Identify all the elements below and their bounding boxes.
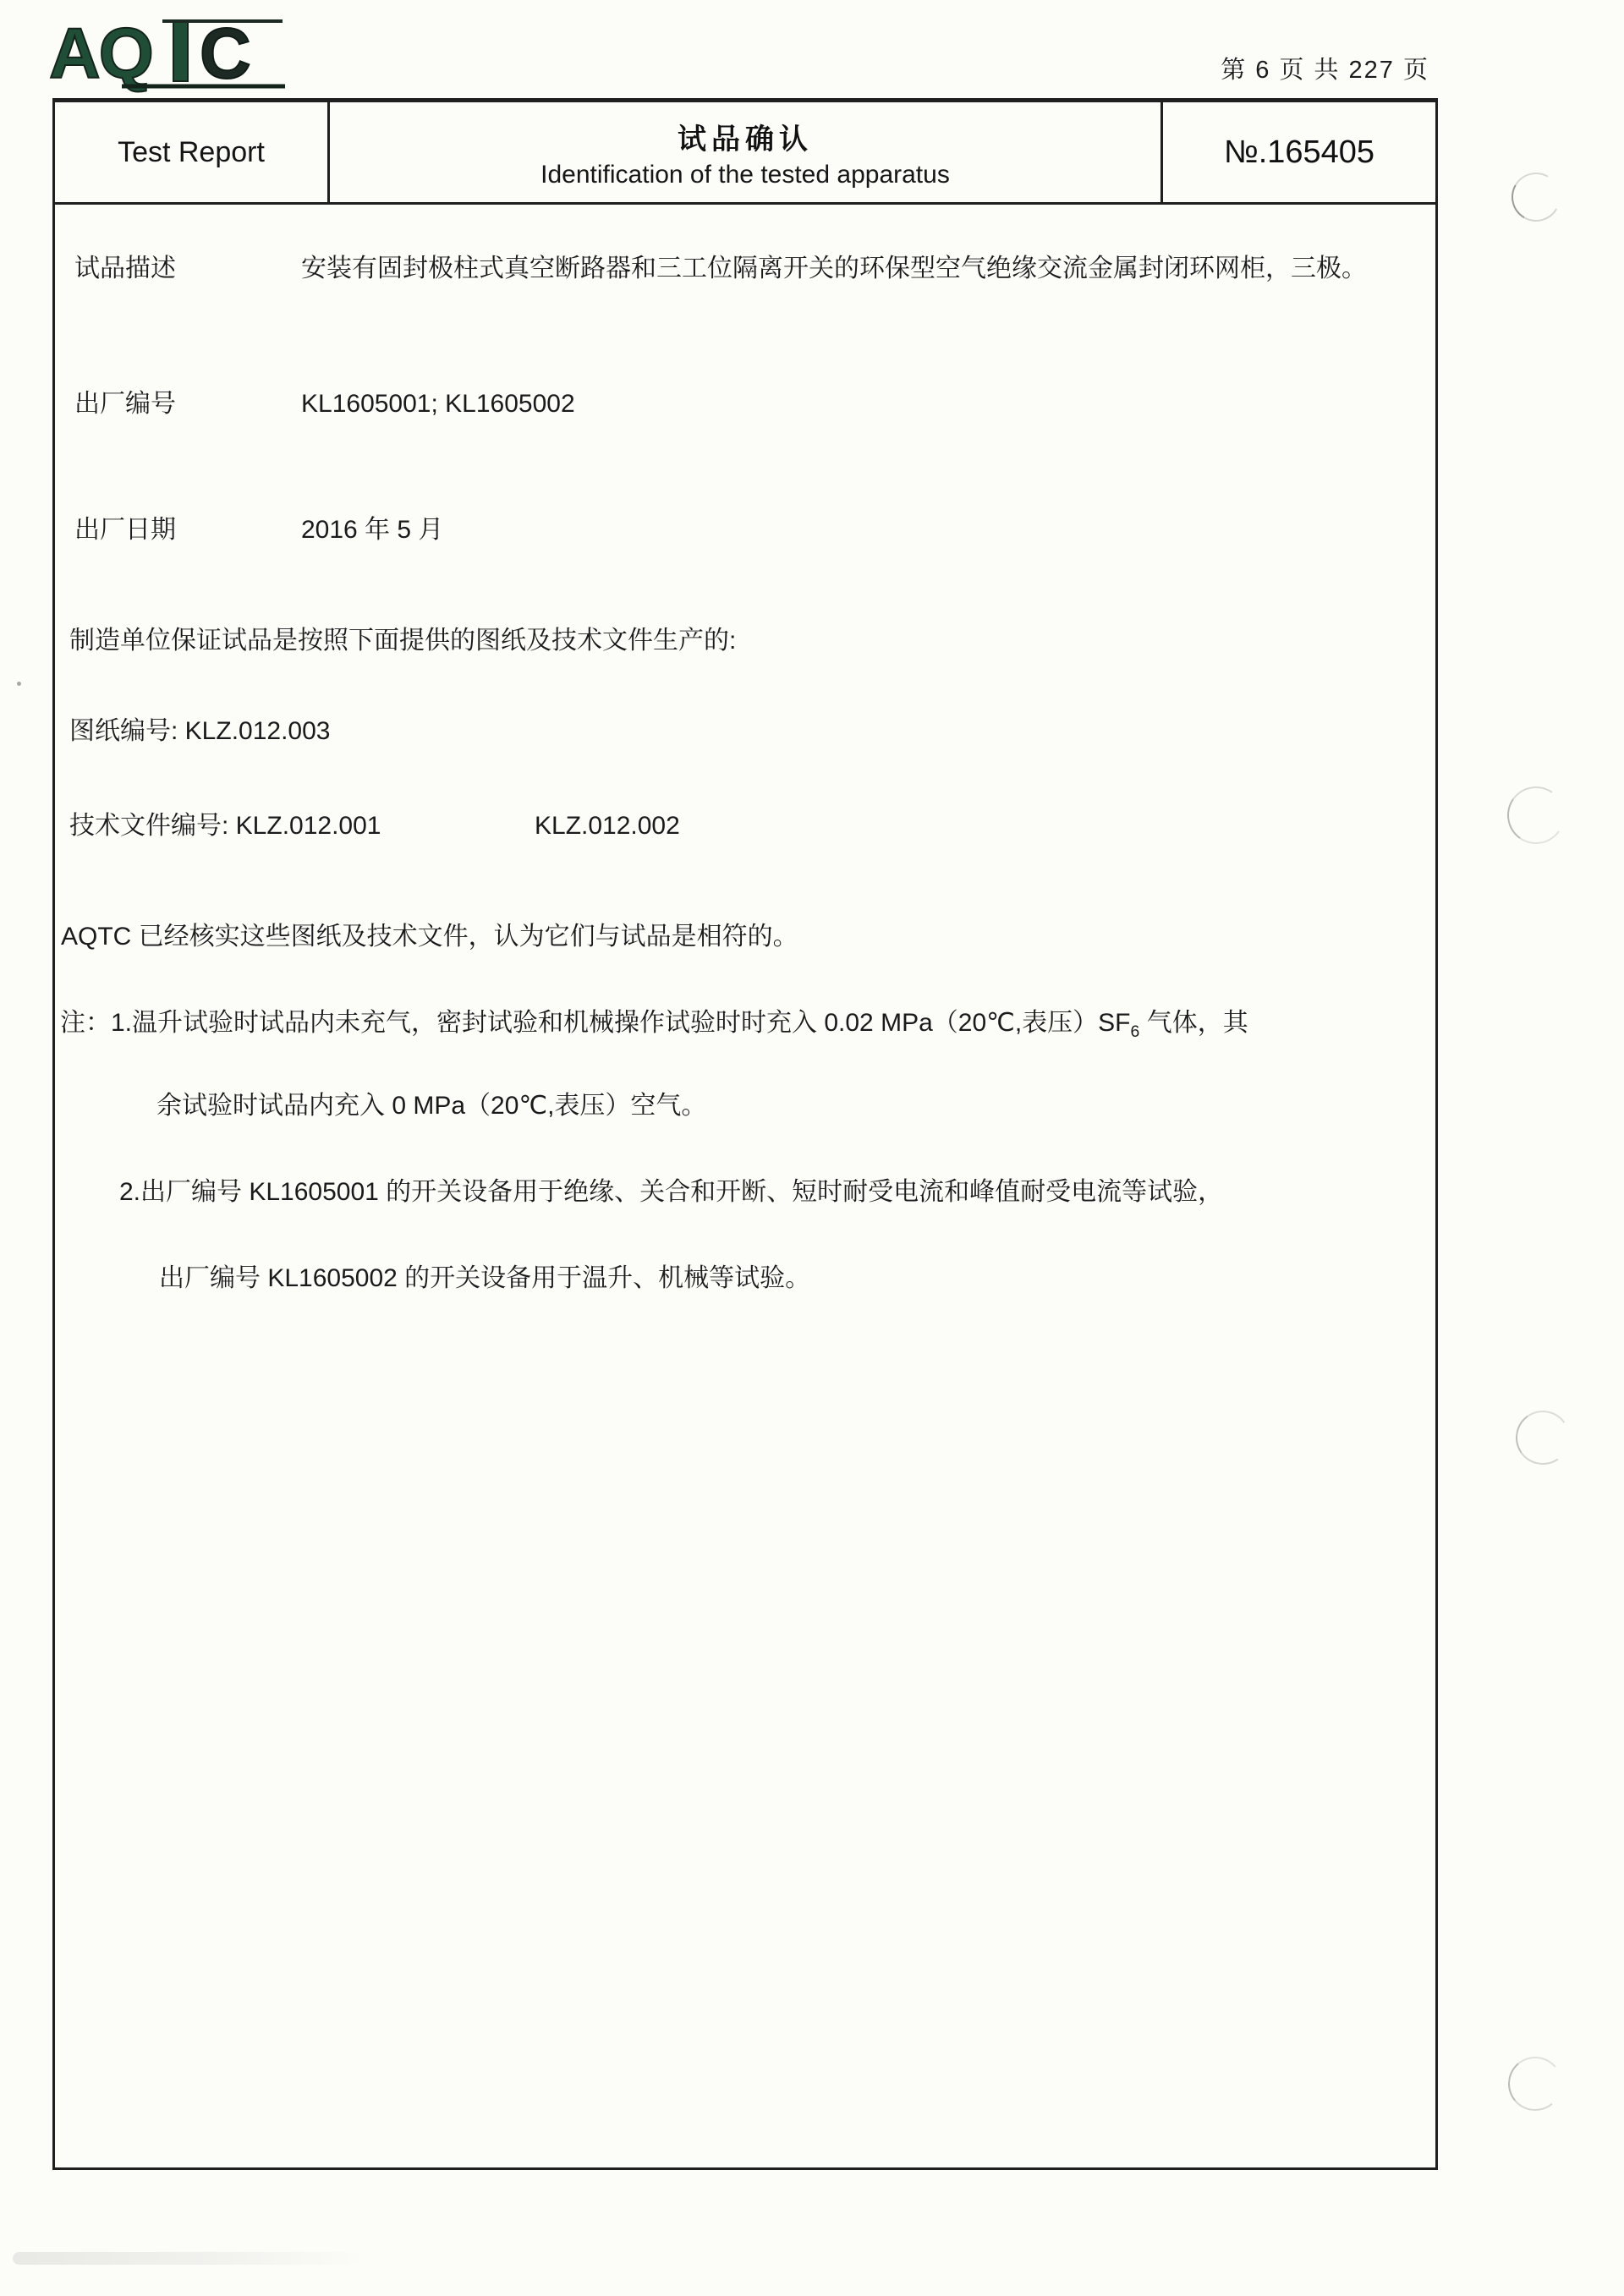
binder-hole-mark	[1503, 782, 1570, 849]
sf6-subscript: 6	[1130, 1022, 1140, 1041]
scan-smudge	[13, 2252, 368, 2265]
scan-speck	[17, 682, 21, 686]
field-value-serial-no: KL1605001; KL1605002	[301, 390, 575, 418]
field-value-manufacture-date: 2016 年 5 月	[301, 516, 444, 544]
aqtc-logo	[44, 12, 289, 93]
page-number: 第 6 页 共 227 页	[1221, 57, 1429, 84]
binder-hole-mark	[1506, 167, 1566, 227]
test-report-label: Test Report	[118, 135, 265, 168]
report-frame	[52, 98, 1438, 2170]
statement-tech-doc-first: 技术文件编号: KLZ.012.001	[69, 812, 381, 840]
header-report-number: №.165405	[1223, 134, 1375, 170]
field-label-serial-no: 出厂编号	[74, 390, 176, 418]
field-value-description: 安装有固封极柱式真空断路器和三工位隔离开关的环保型空气绝缘交流金属封闭环网柜，三极。	[301, 255, 1367, 282]
note-line-4: 出厂编号 KL1605002 的开关设备用于温升、机械等试验。	[159, 1264, 811, 1292]
note-line-3: 2.出厂编号 KL1605001 的开关设备用于绝缘、关合和开断、短时耐受电流和峰值耐受电流等试验，	[119, 1178, 1224, 1206]
field-label-manufacture-date: 出厂日期	[74, 516, 176, 544]
logo-letter-t-stem	[173, 22, 188, 81]
note-line-1	[60, 1006, 1248, 1049]
statement-tech-doc-second: KLZ.012.002	[535, 812, 680, 840]
note-line-1-post: 气体，其	[1139, 1009, 1248, 1037]
statement-drawing-number: 图纸编号: KLZ.012.003	[69, 717, 331, 745]
title-chinese: 试品确认	[678, 123, 813, 156]
header-title	[330, 102, 1163, 202]
note-line-2: 余试验时试品内充入 0 MPa（20℃,表压）空气。	[156, 1092, 707, 1120]
binder-hole-mark	[1506, 2054, 1564, 2112]
logo-letter-c: C	[200, 14, 251, 93]
binder-hole-mark	[1512, 1406, 1574, 1469]
statement-guarantee: 制造单位保证试品是按照下面提供的图纸及技术文件生产的:	[69, 627, 737, 655]
header-row	[55, 102, 1435, 205]
statement-verification: AQTC 已经核实这些图纸及技术文件，认为它们与试品是相符的。	[61, 923, 798, 951]
header-test-report	[55, 102, 330, 202]
title-english: Identification of the tested apparatus	[540, 160, 950, 189]
note-line-1-pre: 注：1.温升试验时试品内未充气，密封试验和机械操作试验时时充入 0.02 MPa（20℃,表压）SF	[60, 1009, 1131, 1037]
field-label-description: 试品描述	[74, 255, 176, 282]
logo-letters-aq: AQ	[49, 14, 152, 93]
